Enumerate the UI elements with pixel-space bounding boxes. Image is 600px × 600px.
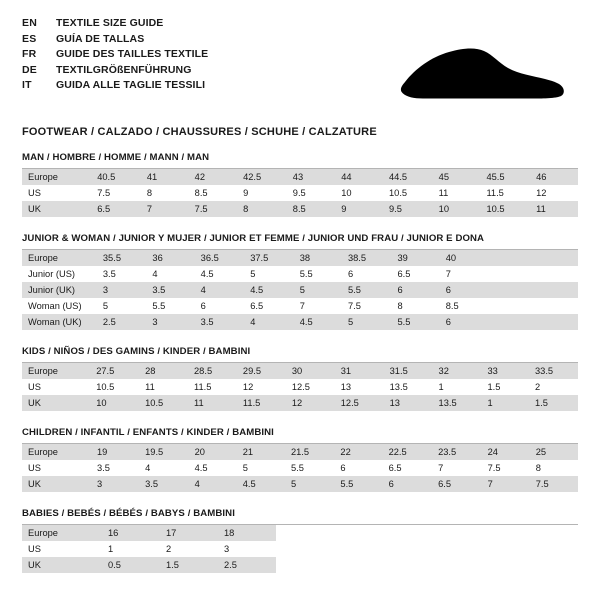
size-cell: 21.5 — [285, 444, 334, 460]
size-cell: 27.5 — [90, 363, 139, 379]
size-cell: 42 — [189, 169, 237, 185]
table-row — [22, 298, 578, 314]
group-title: JUNIOR & WOMAN / JUNIOR Y MUJER / JUNIOR ET FEMME / JUNIOR UND FRAU / JUNIOR E DONA — [22, 233, 485, 244]
table-row — [22, 444, 578, 460]
group-title: BABIES / BEBÉS / BÉBÉS / BABYS / BAMBINI — [22, 508, 235, 519]
size-cell: 3 — [97, 282, 147, 298]
size-cell: 10 — [433, 201, 481, 217]
size-cell: 1.5 — [160, 557, 218, 573]
row-label: Europe — [22, 250, 97, 266]
size-cell: 28.5 — [188, 363, 237, 379]
size-cell: 38 — [294, 250, 342, 266]
row-label: UK — [22, 557, 102, 573]
language-row — [22, 32, 208, 48]
size-cell: 11.5 — [194, 382, 212, 392]
size-cell: 4 — [152, 269, 158, 279]
size-cell-empty — [533, 282, 578, 298]
size-group-babies — [22, 508, 578, 573]
language-title: GUÍA DE TALLAS — [56, 32, 145, 45]
size-cell: 3.5 — [96, 463, 110, 473]
size-cell-empty — [488, 250, 533, 266]
row-label: Junior (UK) — [22, 282, 97, 298]
size-cell: 33.5 — [529, 363, 578, 379]
size-cell: 5 — [294, 282, 342, 298]
table-row — [22, 363, 578, 379]
size-cell: 45.5 — [480, 169, 530, 185]
size-cell: 7.5 — [97, 188, 111, 198]
size-cell: 7 — [438, 463, 444, 473]
row-label: Europe — [22, 525, 102, 541]
size-cell: 7 — [482, 476, 530, 492]
size-cell: 42.5 — [237, 169, 287, 185]
row-label: UK — [22, 395, 90, 411]
size-cell: 22 — [334, 444, 382, 460]
language-title-list — [22, 16, 208, 94]
size-cell: 20 — [189, 444, 237, 460]
language-row — [22, 63, 208, 79]
size-cell-empty — [533, 250, 578, 266]
size-cell-empty — [488, 314, 533, 330]
footwear-section-heading: FOOTWEAR / CALZADO / CHAUSSURES / SCHUHE / CALZATURE — [22, 126, 377, 138]
row-label: UK — [22, 476, 91, 492]
size-cell: 28 — [139, 363, 188, 379]
table-row — [22, 557, 276, 573]
language-code: EN — [22, 17, 37, 29]
table-row — [22, 395, 578, 411]
size-cell: 9.5 — [292, 188, 306, 198]
row-label: US — [28, 544, 41, 554]
size-cell: 4.5 — [244, 282, 294, 298]
size-cell: 29.5 — [237, 363, 286, 379]
table-row — [22, 541, 276, 557]
size-cell: 7.5 — [530, 476, 578, 492]
row-label: UK — [22, 201, 91, 217]
row-label: Woman (US) — [28, 301, 82, 311]
size-group-children — [22, 427, 578, 492]
size-cell: 4 — [244, 314, 294, 330]
size-cell: 5.5 — [342, 282, 392, 298]
size-cell: 10.5 — [388, 188, 408, 198]
size-cell: 36 — [146, 250, 194, 266]
size-cell: 4.5 — [194, 463, 208, 473]
size-cell: 3.5 — [146, 282, 194, 298]
language-code: FR — [22, 48, 37, 61]
size-cell: 11 — [145, 382, 155, 392]
size-cell: 11.5 — [237, 395, 286, 411]
size-cell: 5.5 — [299, 269, 313, 279]
size-cell: 10 — [90, 395, 139, 411]
row-label: Europe — [22, 363, 90, 379]
size-cell: 12 — [286, 395, 335, 411]
size-cell: 32 — [433, 363, 482, 379]
table-row — [22, 525, 276, 541]
size-cell: 5.5 — [334, 476, 382, 492]
size-table-children — [22, 444, 578, 492]
size-cell: 12 — [242, 382, 254, 392]
size-cell: 46 — [530, 169, 578, 185]
size-cell: 5 — [250, 269, 256, 279]
size-cell: 6.5 — [250, 301, 264, 311]
size-cell: 8 — [397, 301, 403, 311]
size-cell: 7 — [445, 269, 451, 279]
size-cell: 7.5 — [189, 201, 237, 217]
size-cell: 37.5 — [244, 250, 294, 266]
size-cell: 8 — [535, 463, 541, 473]
language-code: ES — [22, 32, 37, 45]
size-cell: 6.5 — [388, 463, 402, 473]
size-cell: 3 — [224, 544, 230, 554]
size-cell: 11 — [530, 201, 578, 217]
size-cell: 6.5 — [397, 269, 411, 279]
size-cell: 3.5 — [195, 314, 245, 330]
row-label: US — [28, 188, 41, 198]
table-row — [22, 476, 578, 492]
size-table-man — [22, 169, 578, 217]
size-cell: 6.5 — [432, 476, 481, 492]
size-cell: 12.5 — [291, 382, 310, 392]
size-cell: 6 — [383, 476, 432, 492]
size-cell: 8.5 — [287, 201, 335, 217]
size-cell: 33 — [481, 363, 529, 379]
dress-shoe-icon — [382, 32, 572, 110]
size-cell: 35.5 — [97, 250, 147, 266]
language-code: DE — [22, 63, 37, 76]
size-cell-empty — [488, 282, 533, 298]
size-cell: 7 — [299, 301, 305, 311]
size-cell: 5 — [102, 301, 109, 311]
size-cell: 17 — [160, 525, 218, 541]
size-cell: 6 — [440, 314, 488, 330]
size-cell: 10 — [341, 188, 352, 198]
size-cell: 4.5 — [200, 269, 214, 279]
language-title: GUIDE DES TAILLES TEXTILE — [56, 48, 209, 61]
size-cell: 43 — [287, 169, 335, 185]
size-cell: 31 — [335, 363, 384, 379]
table-row — [22, 460, 578, 476]
size-cell: 4 — [189, 476, 237, 492]
size-cell: 40.5 — [91, 169, 141, 185]
size-cell: 6.5 — [91, 201, 141, 217]
size-cell: 7.5 — [347, 301, 361, 311]
size-cell: 10.5 — [480, 201, 530, 217]
language-row — [22, 47, 208, 63]
size-cell: 9 — [335, 201, 383, 217]
size-cell: 10.5 — [96, 382, 115, 392]
size-cell: 40 — [440, 250, 488, 266]
table-row — [22, 266, 578, 282]
row-label: Junior (US) — [28, 269, 76, 279]
size-cell: 11 — [438, 188, 449, 198]
size-group-junior-woman — [22, 233, 578, 330]
size-cell: 8.5 — [194, 188, 208, 198]
group-title: KIDS / NIÑOS / DES GAMINS / KINDER / BAMBINI — [22, 346, 251, 357]
size-cell: 1 — [438, 382, 444, 392]
size-cell: 4 — [145, 463, 151, 473]
size-cell: 10.5 — [139, 395, 188, 411]
size-cell: 6 — [340, 463, 346, 473]
size-cell: 1.5 — [487, 382, 501, 392]
size-cell: 31.5 — [384, 363, 433, 379]
size-cell: 18 — [218, 525, 276, 541]
language-code: IT — [22, 79, 32, 92]
size-cell: 19 — [91, 444, 139, 460]
size-cell: 7.5 — [487, 463, 501, 473]
size-cell: 38.5 — [342, 250, 392, 266]
size-table-babies — [22, 525, 276, 573]
language-title: GUIDA ALLE TAGLIE TESSILI — [56, 79, 206, 92]
size-cell: 22.5 — [383, 444, 432, 460]
size-cell: 36.5 — [195, 250, 245, 266]
size-table-junior-woman — [22, 250, 578, 330]
table-row — [22, 201, 578, 217]
size-cell: 2 — [166, 544, 172, 554]
size-cell: 5 — [342, 314, 392, 330]
size-cell: 25 — [530, 444, 578, 460]
size-cell: 9.5 — [383, 201, 433, 217]
size-cell: 13 — [340, 382, 352, 392]
row-label: Europe — [22, 444, 91, 460]
table-row — [22, 379, 578, 395]
row-label: US — [28, 382, 41, 392]
size-cell: 45 — [433, 169, 481, 185]
size-table-kids — [22, 363, 578, 411]
size-cell: 4 — [195, 282, 245, 298]
size-cell: 19.5 — [139, 444, 188, 460]
size-cell: 0.5 — [102, 557, 160, 573]
language-title: TEXTILGRÖßENFÜHRUNG — [56, 63, 192, 76]
size-cell: 23.5 — [432, 444, 481, 460]
size-cell: 5.5 — [391, 314, 439, 330]
size-cell: 6 — [391, 282, 439, 298]
size-cell: 5 — [285, 476, 334, 492]
row-label: Woman (UK) — [22, 314, 97, 330]
language-title: TEXTILE SIZE GUIDE — [56, 17, 164, 29]
size-cell: 11.5 — [486, 188, 504, 198]
table-row — [22, 314, 578, 330]
size-cell: 6 — [347, 269, 354, 279]
size-group-man — [22, 152, 578, 217]
size-cell: 39 — [391, 250, 439, 266]
size-cell: 9 — [243, 188, 249, 198]
size-cell: 8 — [237, 201, 287, 217]
size-cell-empty — [533, 314, 578, 330]
size-cell: 8.5 — [445, 301, 459, 311]
size-cell: 21 — [237, 444, 285, 460]
size-cell: 3 — [91, 476, 139, 492]
group-title: CHILDREN / INFANTIL / ENFANTS / KINDER / BAMBINI — [22, 427, 274, 438]
table-row — [22, 282, 578, 298]
size-cell: 13 — [384, 395, 433, 411]
size-cell: 44.5 — [383, 169, 433, 185]
row-label: US — [28, 463, 41, 473]
size-cell: 5 — [242, 463, 248, 473]
size-cell: 1.5 — [529, 395, 578, 411]
table-row — [22, 250, 578, 266]
size-cell: 1 — [481, 395, 529, 411]
table-row — [22, 169, 578, 185]
size-cell-empty — [533, 298, 578, 314]
size-cell: 3.5 — [139, 476, 188, 492]
size-cell: 6 — [440, 282, 488, 298]
size-cell: 2 — [534, 382, 541, 392]
language-row — [22, 16, 208, 32]
size-cell: 3.5 — [102, 269, 116, 279]
size-cell: 30 — [286, 363, 335, 379]
size-cell-empty — [533, 266, 578, 282]
size-cell: 13.5 — [433, 395, 482, 411]
size-group-kids — [22, 346, 578, 411]
size-cell: 11 — [188, 395, 237, 411]
size-cell: 7 — [141, 201, 189, 217]
table-row — [22, 185, 578, 201]
size-cell: 12 — [536, 188, 547, 198]
size-cell: 5.5 — [290, 463, 304, 473]
size-cell: 6 — [200, 301, 206, 311]
size-cell: 16 — [102, 525, 160, 541]
size-cell: 2.5 — [218, 557, 276, 573]
size-cell: 2.5 — [97, 314, 147, 330]
size-cell-empty — [488, 298, 533, 314]
size-cell: 3 — [146, 314, 194, 330]
size-cell: 1 — [108, 544, 114, 554]
size-cell: 8 — [146, 188, 153, 198]
size-cell: 41 — [141, 169, 189, 185]
size-cell: 13.5 — [389, 382, 408, 392]
group-title: MAN / HOMBRE / HOMME / MANN / MAN — [22, 152, 210, 163]
size-cell: 12.5 — [335, 395, 384, 411]
document-header — [22, 16, 578, 110]
size-cell: 4.5 — [237, 476, 285, 492]
size-cell: 4.5 — [294, 314, 342, 330]
size-cell-empty — [488, 266, 533, 282]
row-label: Europe — [22, 169, 91, 185]
language-row — [22, 78, 208, 94]
size-cell: 24 — [482, 444, 530, 460]
size-cell: 44 — [335, 169, 383, 185]
size-cell: 5.5 — [152, 301, 166, 311]
